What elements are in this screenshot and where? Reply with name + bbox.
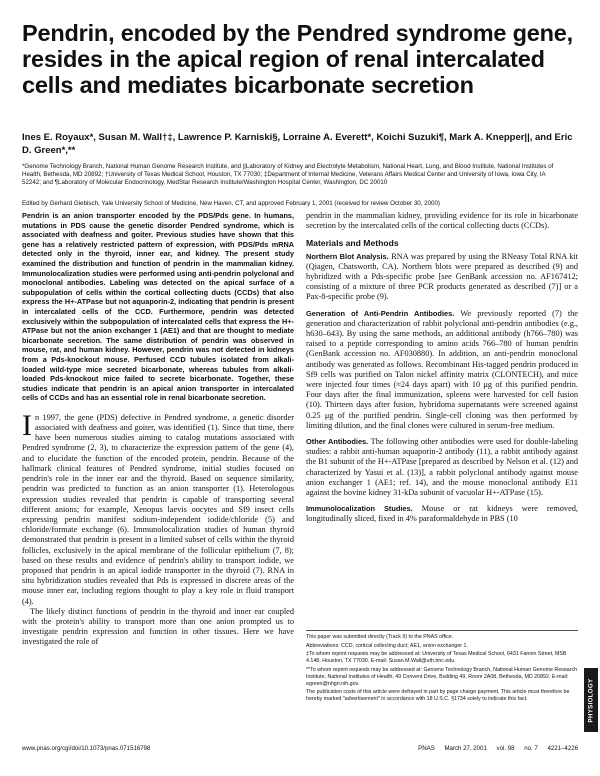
doi-link[interactable]: www.pnas.org/cgi/doi/10.1073/pnas.071516798 [22, 745, 151, 752]
northern-blot-heading: Northern Blot Analysis. [306, 251, 389, 261]
antibody-generation-text: We previously reported (7) the generation and characterization of rabbit polyclonal anti-pendrin antibodies (e.g., h630–643). By using the same methods, an additional antibody (h766–780) was raised to a peptide corresponding to amino acids 766–780 of human pendrin (GenBank accession no. AF030880). In addition, an anti-pendrin monoclonal antibody was generated as follows. Recombinant His-tagged pendrin produced in Sf9 cells was purified on Talon nickel affinity matrix (CLONTECH), and mice were injected four times (≈24 days apart) with 10 μg of this purified pendrin. Four days after the final immunization, spleens were harvested for cell fusion (10). Thirteen days after fusion, hybridoma supernatants were screened against 0.25 μg of the purified pendrin. Single-cell cloning was then performed by limiting dilution, and the final clones were cultured in serum-free medium. [306, 308, 578, 430]
other-antibodies-heading: Other Antibodies. [306, 437, 369, 447]
section-tab-label: PHYSIOLOGY [587, 678, 595, 722]
drop-cap: I [22, 408, 32, 442]
abstract: Pendrin is an anion transporter encoded by the PDS/Pds gene. In humans, mutations in PDS cause the genetic disorder Pendred syndrome, which is associated with deafness and goiter. Previous studies have shown that this gene has a relatively restricted pattern of expression, with PDS/Pds mRNA detected only in the thyroid, inner ear, and kidney. The present study examined the distribution and function of pendrin in the mammalian kidney. Immunolocalization studies were performed using anti-pendrin polyclonal and monoclonal antibodies. Labeling was detected on the apical surface of a subpopulation of cells within the cortical collecting ducts (CCDs) that also express the H+-ATPase but not aquaporin-2, indicating that pendrin is present in intercalated cells of the CCD. Furthermore, pendrin was detected exclusively within the subpopulation of intercalated cells that express the H+-ATPase but not the anion exchanger 1 (AE1) and that are thought to mediate bicarbonate secretion. The same distribution of pendrin was observed in mouse, rat, and human kidney. However, pendrin was not detected in kidneys from a Pds-knockout mouse. Perfused CCD tubules isolated from alkali-loaded wild-type mice secreted bicarbonate, whereas tubules from alkali-loaded Pds-knockout mice failed to secrete bicarbonate. Together, these studies indicate that pendrin is an apical anion transporter in intercalated cells of CCDs and has an essential role in renal bicarbonate secretion. [22, 211, 294, 403]
footnotes [306, 630, 578, 705]
intro-paragraph-2: The likely distinct functions of pendrin in the thyroid and inner ear coupled with the protein's ability to transport more than one anion prompted us to investigate pendrin expression and function in other tissues. Here we have investigated the role of [22, 606, 294, 647]
footnote-abbreviations: Abbreviations: CCD, cortical collecting duct; AE1, anion exchanger 1. [306, 642, 468, 649]
issue-number: no. 7 [524, 745, 538, 752]
footnote-submission: This paper was submitted directly (Track II) to the PNAS office. [306, 634, 454, 640]
northern-blot-text: RNA was prepared by using the RNeasy Total RNA kit (Qiagen, Chatsworth, CA). Northern blots were prepared as described (9) and hybridized with a Pds-specific probe [see GenBank accession no. AF167412; consisting of a mixture of three PCR products generated as described (7)] or a Pax-8-specific probe (9). [306, 251, 578, 302]
author-list: Ines E. Royaux*, Susan M. Wall†‡, Lawrence P. Karniski§, Lorraine A. Everett*, Koichi Suzuki¶, Mark A. Knepper||, and Eric D. Green*,** [22, 132, 573, 156]
issue-date: March 27, 2001 [444, 745, 487, 752]
volume: vol. 98 [496, 745, 515, 752]
journal-citation [410, 745, 578, 752]
intro-continuation: pendrin in the mammalian kidney, providing evidence for its role in bicarbonate secretion by the intercalated cells of the cortical collecting ducts (CCDs). [306, 211, 578, 231]
intro-paragraph-1 [22, 408, 294, 607]
footnote-reprint-green: **To whom reprint requests may be addressed at: Genome Technology Branch, National Human Genome Research Institute, National Institutes of Health, 49 Convent Drive, Building 49, Room 2A08, Bethesda, MD 20892. E-mail: egreen@nhgri.nih.gov. [306, 666, 578, 687]
other-antibodies-paragraph [306, 437, 578, 498]
affiliations: *Genome Technology Branch, National Human Genome Research Institute, and ||Laboratory of Kidney and Electrolyte Metabolism, National Heart, Lung, and Blood Institute, National Institutes of Health, Bethesda, MD 20892; †University of Texas Medical School, Houston, TX 77030; ‡Department of Internal Medicine, Veterans Affairs Medical Center and University of Iowa, Iowa City, IA 52242; and ¶Laboratory of Molecular Endocrinology, MedStar Research Institute/Washington Hospital Center, Washington, DC 20010 [22, 163, 554, 187]
article-title: Pendrin, encoded by the Pendred syndrome gene, resides in the apical region of renal intercalated cells and mediates bicarbonate secretion [22, 20, 574, 98]
left-column [22, 211, 294, 648]
northern-blot-paragraph [306, 252, 578, 303]
immunolocalization-heading: Immunolocalization Studies. [306, 504, 413, 514]
other-antibodies-text: The following other antibodies were used for double-labeling studies: a rabbit anti-human aquaporin-2 antibody (11), a rabbit antibody against the B1 subunit of the H+-ATPase [prepared as described by Nelson et al. (12) and characterized by Yasui et al. (13)], a rabbit polyclonal antibody against mouse anion exchanger 1 (AE1; ref. 14), and the mouse monoclonal antibody E11 against the bovine kidney 31-kDa subunit of vacuolar H+-ATPase (15). [306, 437, 578, 498]
intro-text-1: n 1997, the gene (PDS) defective in Pendred syndrome, a genetic disorder associated with deafness and goiter, was identified (1). Since that time, there have been numerous studies aiming to catalog mutations associated with Pendred syndrome (2, 3), to characterize the expression pattern of the gene (4), and to elucidate the function of the encoded protein, pendrin. Because of the hallmark clinical features of Pendred syndrome, initial studies focused on pendrin's role in the inner ear and the thyroid. Based on sequence similarity, pendrin was predicted to function as an anion transporter (1). Heterologous expression studies revealed that pendrin is capable of transporting several different anions; for example, Xenopus laevis oocytes and Sf9 insect cells expressing pendrin manifest sodium-independent iodide/chloride (5) and chloride/formate exchange (6). Immunolocalization studies of human thyroid demonstrated that pendrin is present in a limited subset of cells within the thyroid follicles, exclusively in the apical membrane of the follicular epithelium (7, 8); based on these results and evidence of pendrin's ability to transport iodide, we proposed that pendrin is an apical iodide transporter in the thyroid (7). RNA in situ hybridization studies revealed that Pds is expressed in discrete areas of the mouse inner ear, including regions thought to play a key role in fluid transport (4). [22, 412, 294, 606]
journal-name: PNAS [418, 745, 435, 752]
right-column [306, 211, 578, 531]
footnote-publication-costs: The publication costs of this article were defrayed in part by page charge payment. This article must therefore be hereby marked "advertisement" in accordance with 18 U.S.C. §1734 solely to indicate this fact. [306, 689, 570, 702]
page-range: 4221–4226 [547, 745, 578, 752]
section-heading-methods: Materials and Methods [306, 238, 399, 249]
immunolocalization-text: Mouse or rat kidneys were removed, longitudinally sliced, fixed in 4% paraformaldehyde in PBS (10 [306, 504, 578, 524]
editor-note: Edited by Gerhard Giebisch, Yale University School of Medicine, New Haven, CT, and approved February 1, 2001 (received for review October 30, 2000) [22, 200, 440, 207]
antibody-generation-heading: Generation of Anti-Pendrin Antibodies. [306, 308, 455, 318]
section-tab [584, 668, 598, 732]
immunolocalization-paragraph [306, 504, 578, 524]
footnote-reprint-wall: ‡To whom reprint requests may be addressed at: University of Texas Medical School, 6431 Fannin Street, MSB 4.148, Houston, TX 77030. E-mail: Susan.M.Wall@uth.tmc.edu. [306, 651, 567, 664]
antibody-generation-paragraph [306, 309, 578, 431]
